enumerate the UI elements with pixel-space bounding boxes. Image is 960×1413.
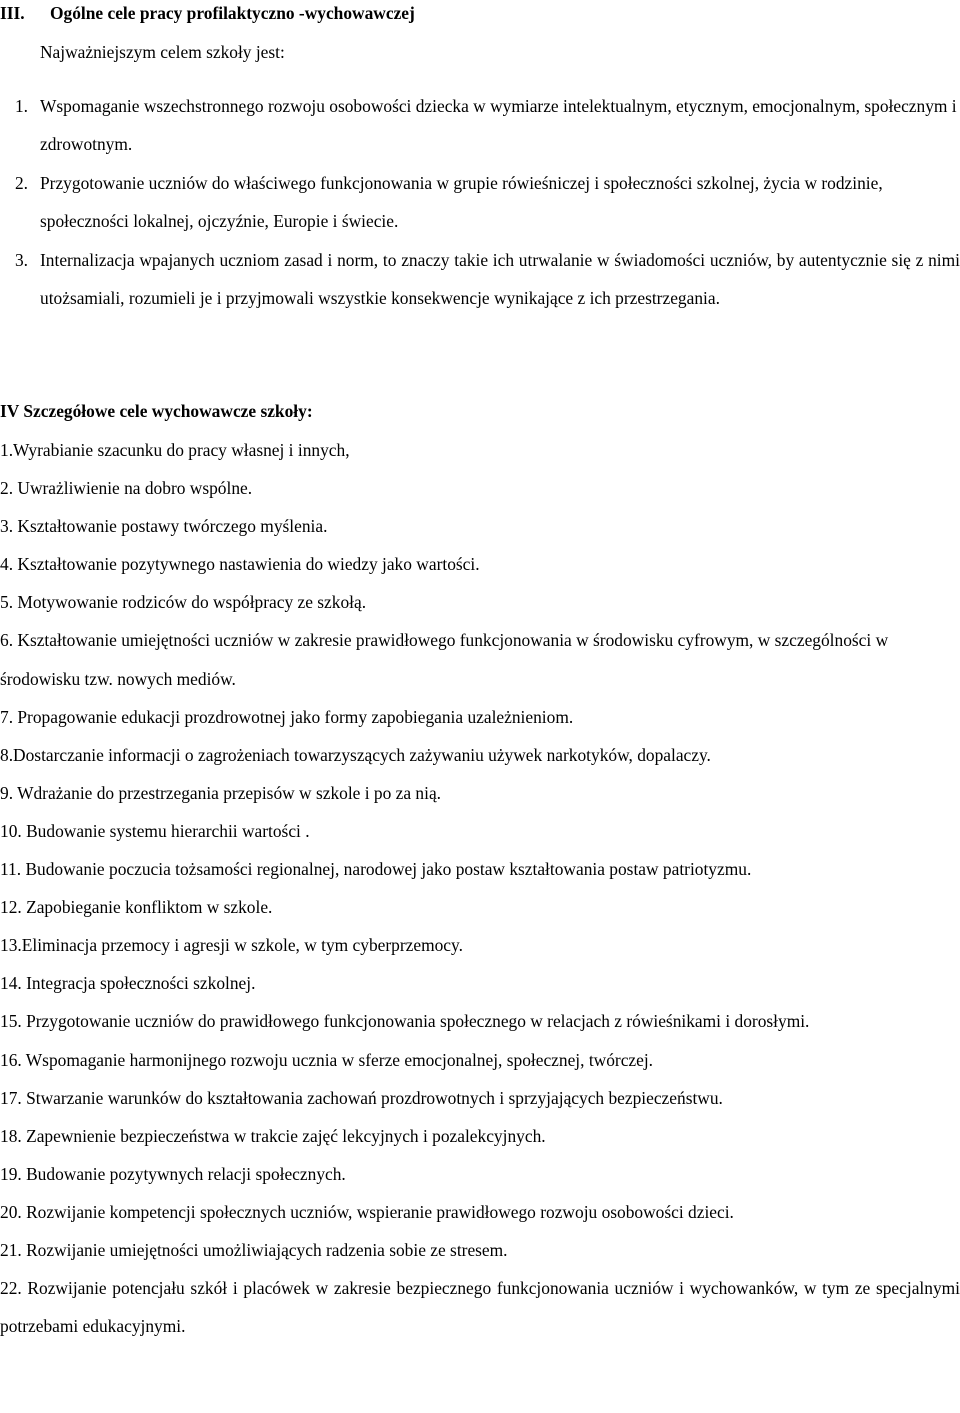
section-3-title: Ogólne cele pracy profilaktyczno -wychowawczej [50, 2, 415, 23]
list-item: 10. Budowanie systemu hierarchii wartości . [0, 820, 310, 841]
list-item: 19. Budowanie pozytywnych relacji społecznych. [0, 1163, 346, 1184]
section-4-heading: IV Szczegółowe cele wychowawcze szkoły: [0, 401, 313, 421]
list-item: 21. Rozwijanie umiejętności umożliwiających radzenia sobie ze stresem. [0, 1239, 508, 1260]
list-item: 22. Rozwijanie potencjału szkół i placówek w zakresie bezpiecznego funkcjonowania uczniów i wychowanków, w tym ze specjalnymi potrzebami edukacyjnymi. [0, 1278, 960, 1337]
list-item: 14. Integracja społeczności szkolnej. [0, 973, 256, 994]
list-item: 3. Kształtowanie postawy twórczego myślenia. [0, 516, 328, 537]
goal-item-2 [0, 164, 960, 240]
list-item: 9. Wdrażanie do przestrzegania przepisów w szkole i po za nią. [0, 782, 442, 803]
list-item: 11. Budowanie poczucia tożsamości regionalnej, narodowej jako postaw kształtowania postaw patriotyzmu. [0, 859, 752, 880]
list-item: 1.Wyrabianie szacunku do pracy własnej i innych, [0, 440, 350, 460]
list-item: 15. Przygotowanie uczniów do prawidłowego funkcjonowania społecznego w relacjach z rówieśnikami i dorosłymi. [0, 1011, 810, 1032]
list-item: 18. Zapewnienie bezpieczeństwa w trakcie zajęć lekcyjnych i pozalekcyjnych. [0, 1125, 546, 1146]
list-item: 4. Kształtowanie pozytywnego nastawienia do wiedzy jako wartości. [0, 554, 480, 575]
objectives-list [0, 431, 960, 1345]
list-item: 20. Rozwijanie kompetencji społecznych uczniów, wspieranie prawidłowego rozwoju osobowości dzieci. [0, 1201, 734, 1222]
goal-text: Internalizacja wpajanych uczniom zasad i norm, to znaczy takie ich utrwalanie w świadomości uczniów, by autentycznie się z nimi utożsamiali, rozumieli je i przyjmowali wszystkie konsekwencje wynikające z ich przestrzegania. [40, 250, 960, 308]
section-3-intro: Najważniejszym celem szkoły jest: [40, 42, 285, 62]
goal-item-3 [0, 241, 960, 317]
list-item: 16. Wspomaganie harmonijnego rozwoju ucznia w sferze emocjonalnej, społecznej, twórczej. [0, 1049, 654, 1070]
goal-number: 2. [14, 173, 28, 193]
section-3-heading [0, 0, 415, 26]
list-item: 8.Dostarczanie informacji o zagrożeniach towarzyszących zażywaniu używek narkotyków, dopalaczy. [0, 744, 711, 765]
section-3-number: III. [0, 2, 25, 23]
list-item: 7. Propagowanie edukacji prozdrowotnej jako formy zapobiegania uzależnieniom. [0, 706, 574, 727]
goal-item-1 [0, 87, 960, 163]
list-item: 17. Stwarzanie warunków do kształtowania zachowań prozdrowotnych i sprzyjających bezpieczeństwu. [0, 1087, 723, 1108]
list-item: 2. Uwrażliwienie na dobro wspólne. [0, 478, 253, 499]
goal-number: 3. [14, 250, 28, 270]
list-item: 13.Eliminacja przemocy i agresji w szkole, w tym cyberprzemocy. [0, 935, 463, 956]
goal-number: 1. [14, 96, 28, 116]
goal-text: Wspomaganie wszechstronnego rozwoju osobowości dziecka w wymiarze intelektualnym, etycznym, emocjonalnym, społecznym i zdrowotnym. [40, 96, 957, 154]
list-item: 5. Motywowanie rodziców do współpracy ze szkołą. [0, 592, 367, 613]
list-item: 12. Zapobieganie konfliktom w szkole. [0, 897, 273, 918]
list-item: 6. Kształtowanie umiejętności uczniów w zakresie prawidłowego funkcjonowania w środowisku cyfrowym, w szczególności w środowisku tzw. nowych mediów. [0, 630, 889, 689]
goal-text: Przygotowanie uczniów do właściwego funkcjonowania w grupie rówieśniczej i społeczności szkolnej, życia w rodzinie, społeczności lokalnej, ojczyźnie, Europie i świecie. [40, 173, 883, 231]
